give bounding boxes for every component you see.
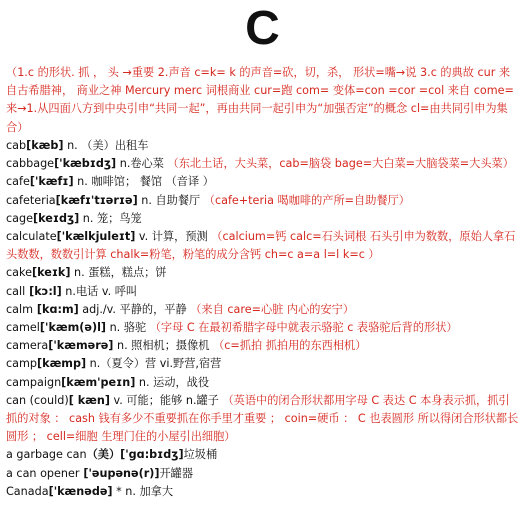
entry-note: （东北土话，大头菜，cab=脑袋 bage=大白菜=大脑袋菜=大头菜） (167, 157, 514, 171)
entry-definition: n.电话 v. 呼叫 (61, 284, 138, 298)
entry-canada (6, 483, 519, 501)
entry-definition: n. 运动，战役 (135, 375, 210, 389)
entry-note: （c=抓拍 抓拍用的东西相机） (213, 339, 367, 353)
entry-phonetic: [kɑ:m] (33, 302, 79, 316)
entry-word: camp (6, 357, 38, 371)
entry-word: cafeteria (6, 193, 56, 207)
entry-word: calm (6, 302, 34, 316)
entry-definition: n. 笼；鸟笼 (79, 211, 142, 225)
entry-note: （字母 C 在最初希腊字母中就表示骆驼 c 表骆驼后背的形状） (149, 321, 458, 335)
entry-word: calculate (6, 230, 57, 244)
entry-word: cafe (6, 175, 30, 189)
entry-cab (6, 137, 519, 155)
entry-note: （来自 care=心脏 内心的安宁） (190, 302, 355, 316)
entry-phonetic: [kæfɪ'tɪərɪə] (55, 193, 138, 207)
entry-camera (6, 337, 519, 355)
entry-definition: v. 计算，预测 (135, 230, 212, 244)
entry-note: （cafe+teria 喝咖啡的产所=自助餐厅） (203, 193, 410, 207)
entry-definition: v. 可能；能够 n.罐子 (109, 393, 223, 407)
entry-camp (6, 355, 519, 373)
page-title: C (245, 2, 280, 55)
entry-phonetic: ['əupənə(r)] (79, 466, 160, 480)
entry-calm (6, 301, 519, 319)
entry-phonetic: [kæm'peɪn] (61, 375, 136, 389)
entry-phonetic: [keɪdʒ] (33, 211, 80, 225)
entry-camel (6, 319, 519, 337)
entry-call (6, 283, 519, 301)
entry-phonetic: [ kæn] (68, 393, 110, 407)
entry-phonetic: [kɔ:l] (25, 284, 62, 298)
vocabulary-list (6, 137, 519, 501)
entry-definition: n. 咖啡馆； 餐馆 （音译 ） (73, 175, 214, 189)
intro-note: （1.c 的形状. 抓 ， 头 →重要 2.声音 c=k= k 的声音=砍，切，杀， 形状=嘴→说 3.c 的典故 cur 来自古希腊神， 商业之神 Mercury merc 词根商业 cur=跑 com= 变体=con =cor =col 来自 come=来→1.从四面八方到中央引申“共同一起”，再由共同一起引申为“加强否定”的概念 cl=由共同引申为集合） (6, 66, 514, 134)
entry-phonetic: ['kæm(ə)l] (39, 321, 107, 335)
entry-note: （calcium=钙 calc=石头词根 石头引申为数数，原始人拿石头数数，数数引计算 chalk=粉笔，粉笔的成分含钙 ch=c a=a l=l k=c ） (6, 230, 516, 262)
entry-definition: n.（夏令）营 vi.野营,宿营 (86, 357, 222, 371)
entry-cage (6, 210, 519, 228)
entry-word: camera (6, 339, 49, 353)
entry-cake (6, 264, 519, 282)
entry-cafe (6, 173, 519, 191)
entry-definition: n.卷心菜 (116, 157, 168, 171)
entry-cafeteria (6, 192, 519, 210)
entry-phonetic: ['kæfɪ] (29, 175, 74, 189)
entry-definition: 开罐器 (159, 466, 194, 480)
entry-word: cab (6, 139, 27, 152)
entry-phonetic: （美）['gɑ:bɪdʒ] (86, 448, 184, 462)
entry-word: cabbage (6, 157, 55, 171)
entry-phonetic: ['kæbɪdʒ] (54, 157, 117, 171)
entry-phonetic: [keɪk] (31, 266, 71, 280)
entry-campaign (6, 374, 519, 392)
entry-calculate (6, 228, 519, 264)
entry-cabbage (6, 155, 519, 173)
entry-phonetic: [kæb] (26, 139, 64, 152)
entry-definition: n. 骆驼 (106, 321, 150, 335)
entry-word: cage (6, 211, 33, 225)
entry-definition: * n. 加拿大 (112, 484, 174, 498)
entry-phonetic: ['kænədə] (48, 484, 113, 498)
entry-word: camel (6, 321, 40, 335)
entry-word: call (6, 284, 26, 298)
entry-definition: n. （美）出租车 (63, 139, 149, 152)
entry-definition: 垃圾桶 (183, 448, 218, 462)
entry-word: a can opener (6, 466, 80, 480)
entry-garbage-can (6, 446, 519, 464)
entry-word: campaign (6, 375, 62, 389)
entry-phonetic: [kæmp] (37, 357, 87, 371)
entry-can-opener (6, 465, 519, 483)
entry-word: cake (6, 266, 32, 280)
entry-phonetic: ['kæmərə] (48, 339, 114, 353)
entry-phonetic: ['kælkjuleɪt] (56, 230, 136, 244)
entry-word: a garbage can (6, 448, 87, 462)
entry-definition: n. 自助餐厅 (137, 193, 204, 207)
entry-word: can (could) (6, 393, 69, 407)
entry-note: （英语中的闭合形状都用字母 C 表达 C 本身表示抓，抓引抓的对象 ： cash 钱有多少不重要抓在你手里才重要 ； coin=硬币 ： C 也表圆形 所以得闭合形状都长圆形 ； cell=细胞 生理门住的小屋引出细胞） (6, 393, 519, 444)
entry-can (6, 392, 519, 447)
entry-definition: adj./v. 平静的，平静 (78, 302, 191, 316)
entry-definition: n. 照相机；摄像机 (113, 339, 214, 353)
entry-definition: n. 蛋糕，糕点；饼 (70, 266, 167, 280)
entry-word: Canada (6, 484, 49, 498)
